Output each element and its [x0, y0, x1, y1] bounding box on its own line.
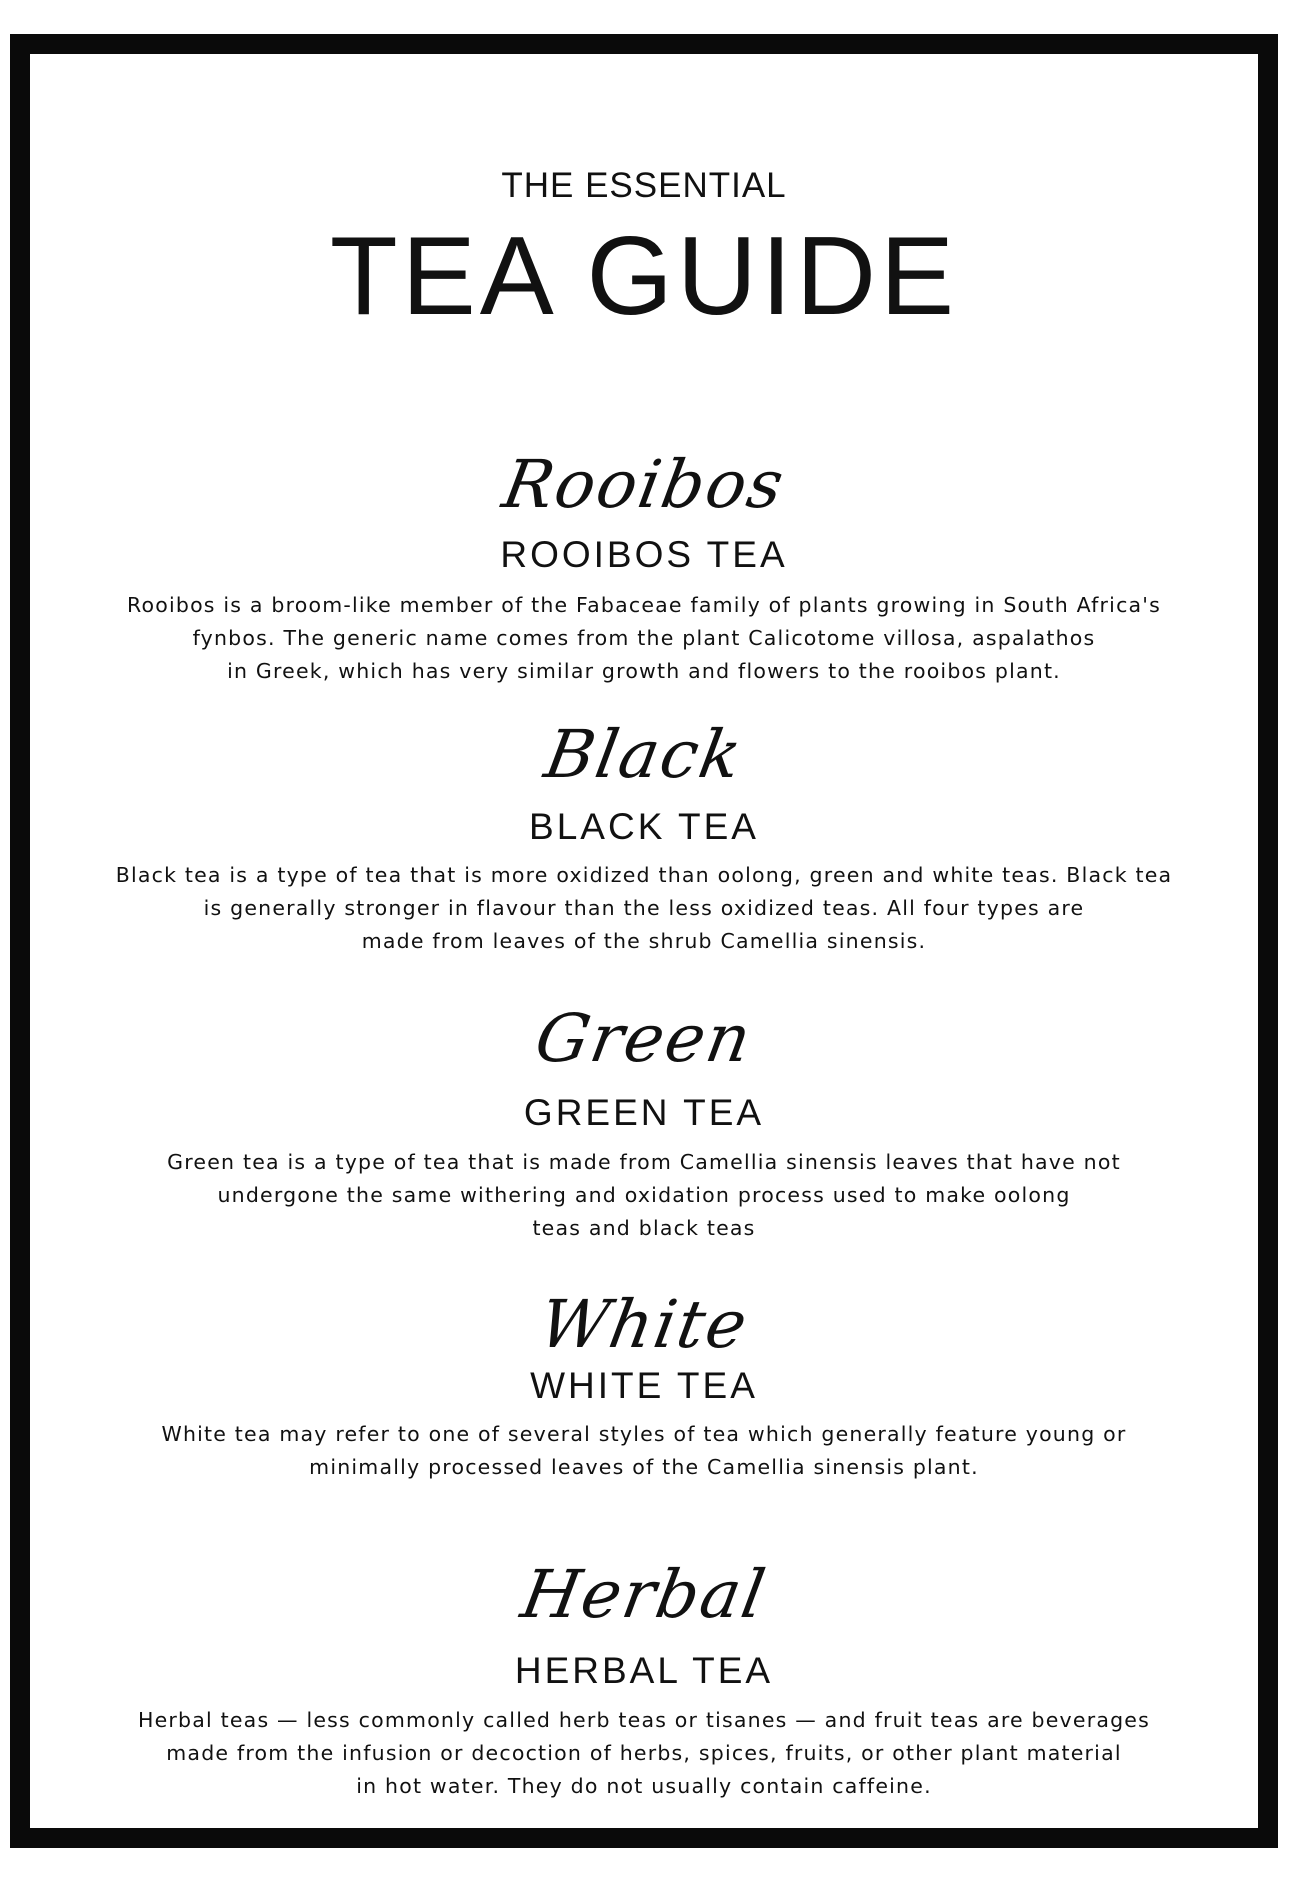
script-title: White	[533, 1286, 755, 1363]
section-heading: WHITE TEA	[530, 1365, 758, 1406]
description-line: made from leaves of the shrub Camellia sinensis.	[361, 929, 927, 953]
description-line: is generally stronger in flavour than the less oxidized teas. All four types are	[203, 896, 1085, 920]
description-line: fynbos. The generic name comes from the plant Calicotome villosa, aspalathos	[192, 626, 1096, 650]
poster-frame	[10, 34, 1278, 1848]
script-title: Green	[529, 1000, 759, 1077]
poster-title: TEA GUIDE	[329, 214, 959, 338]
poster-kicker: THE ESSENTIAL	[501, 166, 787, 205]
section-description	[30, 589, 1258, 688]
description-line: White tea may refer to one of several styles of tea which generally feature young or	[161, 1422, 1127, 1446]
section-description	[30, 1418, 1258, 1484]
section-heading: BLACK TEA	[529, 806, 759, 847]
poster-content	[30, 54, 1258, 1828]
description-line: Green tea is a type of tea that is made from Camellia sinensis leaves that have not	[167, 1150, 1121, 1174]
description-line: made from the infusion or decoction of herbs, spices, fruits, or other plant material	[166, 1741, 1122, 1765]
section-description	[30, 1704, 1258, 1803]
description-line: minimally processed leaves of the Camellia sinensis plant.	[309, 1455, 979, 1479]
section-description	[30, 1146, 1258, 1245]
section-heading: ROOIBOS TEA	[500, 534, 788, 575]
script-title: Rooibos	[497, 446, 791, 523]
description-line: Black tea is a type of tea that is more oxidized than oolong, green and white teas. Black tea	[115, 863, 1173, 887]
description-line: in hot water. They do not usually contain caffeine.	[356, 1774, 932, 1798]
description-line: undergone the same withering and oxidation process used to make oolong	[217, 1183, 1071, 1207]
description-line: teas and black teas	[532, 1216, 756, 1240]
script-title: Herbal	[515, 1556, 773, 1633]
description-line: Rooibos is a broom-like member of the Fabaceae family of plants growing in South Africa's	[126, 593, 1162, 617]
section-heading: HERBAL TEA	[514, 1650, 774, 1691]
description-line: in Greek, which has very similar growth and flowers to the rooibos plant.	[227, 659, 1061, 683]
description-line: Herbal teas — less commonly called herb teas or tisanes — and fruit teas are beverages	[137, 1708, 1151, 1732]
section-heading: GREEN TEA	[523, 1092, 765, 1133]
section-description	[30, 859, 1258, 958]
script-title: Black	[539, 716, 749, 793]
